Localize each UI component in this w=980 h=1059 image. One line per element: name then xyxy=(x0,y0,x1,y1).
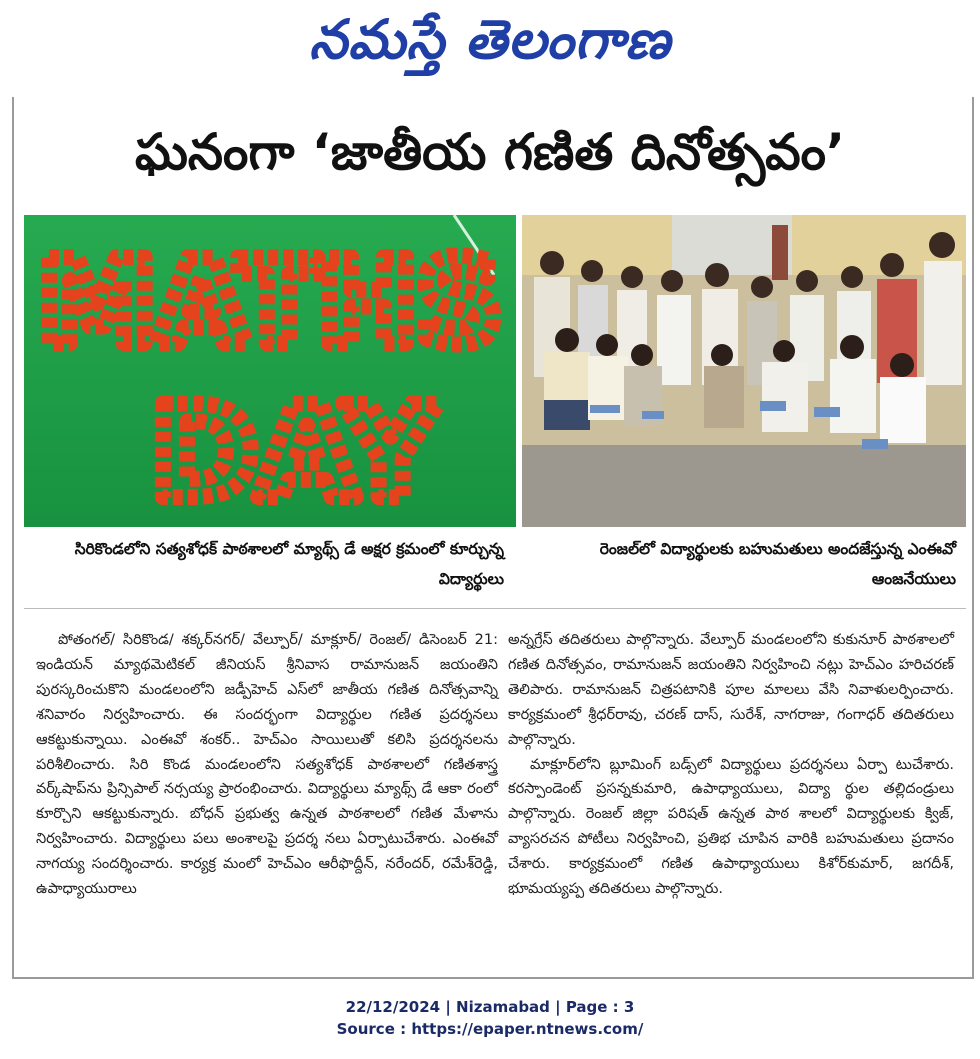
prize-group-image xyxy=(522,215,966,527)
maths-text-formation: MATHS xyxy=(38,233,502,371)
photo-caption-right: రెంజల్‌లో విద్యార్థులకు బహుమతులు అందజేస్తున్న ఎంఈవో ఆంజనేయులు xyxy=(599,540,956,588)
source-link[interactable]: Source : https://epaper.ntnews.com/ xyxy=(336,1020,644,1038)
article-column-right xyxy=(508,628,954,902)
article-paragraph: పోతంగల్/ సిరికొండ/ శక్కర్‌నగర్/ వేల్పూర్/ మాక్లూర్/ రెంజల్/ డిసెంబర్ 21: ఇండియన్ మ్యాథమెటికల్ జీనియస్ శ్రీనివాస రామానుజన్ జయంతిని పురస్కరించుకొని మండలంలోని జడ్పీహెచ్ ఎస్‌లో జాతీయ గణిత దినోత్సవాన్ని శనివారం నిర్వహించారు. ఈ సందర్భంగా విద్యార్థుల గణిత ప్రదర్శనలు ఆకట్టుకున్నాయి. ఎంఈవో శంకర్.. హెచ్‌ఎం సాయిలుతో కలిసి ప్రదర్శనలను పరిశీలించారు. సిరి కొండ మండలంలోని సత్యశోధక్ పాఠశాలలో గణితశాస్త్ర వర్క్‌షాప్‌ను ప్రిన్సిపాల్ నర్సయ్య ప్రారంభించారు. విద్యార్థులు మ్యాథ్స్ డే ఆకా రంలో కూర్చొని ఆకట్టుకున్నారు. బోధన్ ప్రభుత్వ ఉన్నత పాఠశాలలో గణిత మేళాను నిర్వహించారు. విద్యార్థులు పలు అంశాలపై ప్రదర్శ నలు ఏర్పాటుచేశారు. ఎంఈవో నాగయ్య సందర్శించారు. కార్యక్ర మంలో హెచ్‌ఎం ఆరీఫొద్దీన్, నరేందర్, రమేశ్‌రెడ్డి, ఉపాధ్యాయురాలు xyxy=(36,632,498,898)
article-column-left xyxy=(36,628,498,902)
maths-day-photo xyxy=(24,215,516,527)
day-text-formation: DAY xyxy=(151,379,437,527)
article-headline: ఘనంగా ‘జాతీయ గణిత దినోత్సవం’ xyxy=(134,123,846,181)
article-paragraph: అన్నగ్రేస్ తదితరులు పాల్గొన్నారు. వేల్పూర్ మండలంలోని కుకునూర్ పాఠశాలలో గణిత దినోత్సవం, రామానుజన్ జయంతిని నిర్వహించి నట్లు హెచ్‌ఎం హరిచరణ్ తెలిపారు. రామానుజన్ చిత్రపటానికి పూల మాలలు వేసి నివాళులర్పించారు. కార్యక్రమంలో శ్రీధర్‌రావు, చరణ్ దాస్, సురేశ్, నాగరాజు, గంగాధర్ తదితరులు పాల్గొన్నారు. xyxy=(508,632,954,748)
masthead xyxy=(0,0,980,95)
edition-info: 22/12/2024 | Nizamabad | Page : 3 xyxy=(345,998,635,1016)
prize-distribution-photo xyxy=(522,215,966,527)
newspaper-logo: నమస్తే తెలంగాణ xyxy=(309,8,671,71)
photo-caption-left: సిరికొండలోని సత్యశోధక్ పాఠశాలలో మ్యాథ్స్ డే అక్షర క్రమంలో కూర్చున్న విద్యార్థులు xyxy=(74,540,504,588)
maths-day-formation-image xyxy=(24,215,516,527)
caption-divider xyxy=(24,608,966,609)
article-paragraph: మాక్లూర్‌లోని బ్లూమింగ్ బడ్స్‌లో విద్యార్థులు ప్రదర్శనలు ఏర్పా టుచేశారు. కరస్పాండెంట్ ప్రసన్నకుమారి, ఉపాధ్యాయులు, విద్యా ర్థుల తల్లిదండ్రులు పాల్గొన్నారు. రెంజల్ జిల్లా పరిషత్ ఉన్నత పాఠ శాలలో విద్యార్థులకు క్విజ్, వ్యాసరచన పోటీలు నిర్వహించి, ప్రతిభ చూపిన వారికి బహుమతులు ప్రదానం చేశారు. కార్యక్రమంలో గణిత ఉపాధ్యాయులు కిశోర్‌కుమార్, జగదీశ్, భూమయ్యప్ప తదితరులు పాల్గొన్నారు. xyxy=(508,756,954,898)
